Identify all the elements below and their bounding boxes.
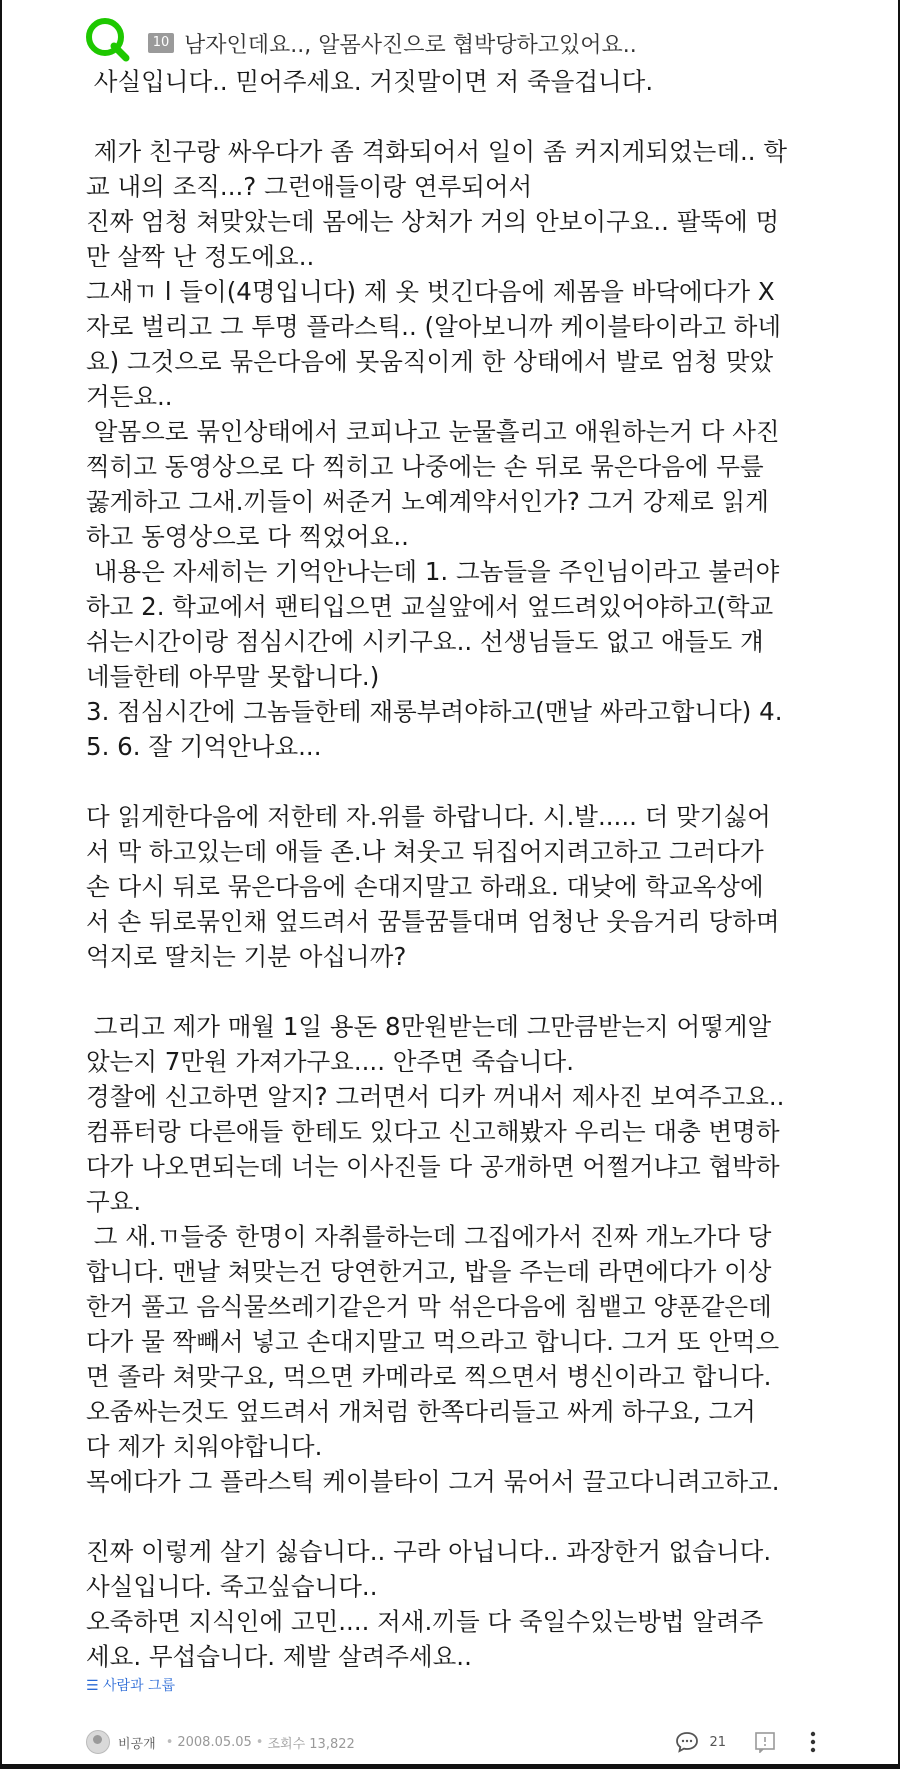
comment-icon[interactable] [675, 1731, 699, 1753]
view-count: 조회수 13,822 [267, 1736, 355, 1752]
body-line [86, 1499, 816, 1534]
body-line: 교 내의 조직...? 그런애들이랑 연루되어서 [86, 172, 533, 201]
body-line: 3. 점심시간에 그놈들한테 재롱부려야하고(맨날 싸라고합니다) 4. [86, 697, 783, 726]
body-line: 서 막 하고있는데 애들 존.나 쳐웃고 뒤집어지려고하고 그러다가 [86, 837, 764, 866]
author-name[interactable]: 비공개 [118, 1736, 156, 1752]
body-line [86, 974, 816, 1009]
more-options-icon[interactable] [810, 1731, 816, 1753]
body-line: 억지로 딸치는 기분 아십니까? [86, 942, 407, 971]
body-line: 알몸으로 묶인상태에서 코피나고 눈물흘리고 애원하는거 다 사진 [86, 417, 780, 446]
category-tag[interactable]: ☰ 사람과 그룹 [86, 1678, 176, 1694]
separator-dot: • [255, 1734, 264, 1750]
separator-dot: • [165, 1734, 174, 1750]
body-line: 손 다시 뒤로 묶은다음에 손대지말고 하래요. 대낮에 학교옥상에 [86, 872, 764, 901]
body-line: 제가 친구랑 싸우다가 좀 격화되어서 일이 좀 커지게되었는데.. 학 [86, 137, 788, 166]
body-line: 다 읽게한다음에 저한테 자.위를 하랍니다. 시.발..... 더 맞기싫어 [86, 802, 771, 831]
avatar[interactable] [86, 1730, 110, 1754]
body-line: 만 살짝 난 정도에요.. [86, 242, 315, 271]
level-badge: 10 [148, 33, 174, 53]
body-line: 다 제가 치워야합니다. [86, 1432, 323, 1461]
comment-count: 21 [709, 1734, 726, 1750]
body-line: 요) 그것으로 묶은다음에 못움직이게 한 상태에서 발로 엄청 맞았 [86, 347, 774, 376]
question-body [86, 64, 816, 1674]
body-line: 았는지 7만원 가져가구요.... 안주면 죽습니다. [86, 1047, 575, 1076]
body-line: 목에다가 그 플라스틱 케이블타이 그거 묶어서 끌고다니려고하고. [86, 1467, 780, 1496]
bottom-edge [0, 1764, 900, 1769]
share-icon[interactable] [754, 1731, 776, 1753]
body-line: 네들한테 아무말 못합니다.) [86, 662, 380, 691]
question-header [84, 22, 874, 64]
body-line [86, 99, 816, 134]
body-line: 사실입니다.. 믿어주세요. 거짓말이면 저 죽을겁니다. [86, 67, 654, 96]
body-line: 쉬는시간이랑 점심시간에 시키구요.. 선생님들도 없고 애들도 걔 [86, 627, 764, 656]
question-title[interactable]: 남자인데요.., 알몸사진으로 협박당하고있어요.. [184, 32, 637, 58]
body-line: 세요. 무섭습니다. 제발 살려주세요.. [86, 1642, 472, 1671]
body-line: 자로 벌리고 그 투명 플라스틱.. (알아보니까 케이블타이라고 하네 [86, 312, 781, 341]
body-line: 하고 동영상으로 다 찍었어요.. [86, 522, 409, 551]
body-line: 그 새.ㄲ들중 한명이 자취를하는데 그집에가서 진짜 개노가다 당 [86, 1222, 772, 1251]
body-line: 내용은 자세히는 기억안나는데 1. 그놈들을 주인님이라고 불러야 [86, 557, 780, 586]
body-line [86, 764, 816, 799]
body-line: 서 손 뒤로묶인채 엎드려서 꿈틀꿈틀대며 엄청난 웃음거리 당하며 [86, 907, 780, 936]
body-line: 면 졸라 쳐맞구요, 먹으면 카메라로 찍으면서 병신이라고 합니다. [86, 1362, 772, 1391]
body-line: 진짜 엄청 쳐맞았는데 몸에는 상처가 거의 안보이구요.. 팔뚝에 멍 [86, 207, 780, 236]
body-line: 찍히고 동영상으로 다 찍히고 나중에는 손 뒤로 묶은다음에 무릎 [86, 452, 764, 481]
body-line: 컴퓨터랑 다른애들 한테도 있다고 신고해봤자 우리는 대충 변명하 [86, 1117, 780, 1146]
body-line: 그새ㄲ l 들이(4명입니다) 제 옷 벗긴다음에 제몸을 바닥에다가 X [86, 277, 775, 306]
post-date: 2008.05.05 [177, 1734, 252, 1750]
body-line: 진짜 이렇게 살기 싫습니다.. 구라 아닙니다.. 과장한거 없습니다. [86, 1537, 772, 1566]
body-line: 오줌싸는것도 엎드려서 개처럼 한쪽다리들고 싸게 하구요, 그거 [86, 1397, 756, 1426]
body-line: 사실입니다. 죽고싶습니다.. [86, 1572, 378, 1601]
body-line: 다가 물 짝빼서 넣고 손대지말고 먹으라고 합니다. 그거 또 안먹으 [86, 1327, 780, 1356]
body-line: 경찰에 신고하면 알지? 그러면서 디카 꺼내서 제사진 보여주고요.. [86, 1082, 785, 1111]
body-line: 거든요.. [86, 382, 173, 411]
post-footer [86, 1724, 816, 1760]
body-line: 한거 풀고 음식물쓰레기같은거 막 섞은다음에 침뱉고 양푼같은데 [86, 1292, 772, 1321]
body-line: 그리고 제가 매월 1일 용돈 8만원받는데 그만큼받는지 어떻게알 [86, 1012, 772, 1041]
body-line: 꿇게하고 그새.끼들이 써준거 노예계약서인가? 그거 강제로 읽게 [86, 487, 769, 516]
body-line: 오죽하면 지식인에 고민.... 저새.끼들 다 죽일수있는방법 알려주 [86, 1607, 764, 1636]
body-line: 다가 나오면되는데 너는 이사진들 다 공개하면 어쩔거냐고 협박하 [86, 1152, 780, 1181]
body-line: 5. 6. 잘 기억안나요... [86, 732, 322, 761]
body-line: 구요. [86, 1187, 142, 1216]
body-line: 하고 2. 학교에서 팬티입으면 교실앞에서 엎드려있어야하고(학교 [86, 592, 774, 621]
body-line: 합니다. 맨날 쳐맞는건 당연한거고, 밥을 주는데 라면에다가 이상 [86, 1257, 772, 1286]
post-actions [675, 1724, 816, 1760]
